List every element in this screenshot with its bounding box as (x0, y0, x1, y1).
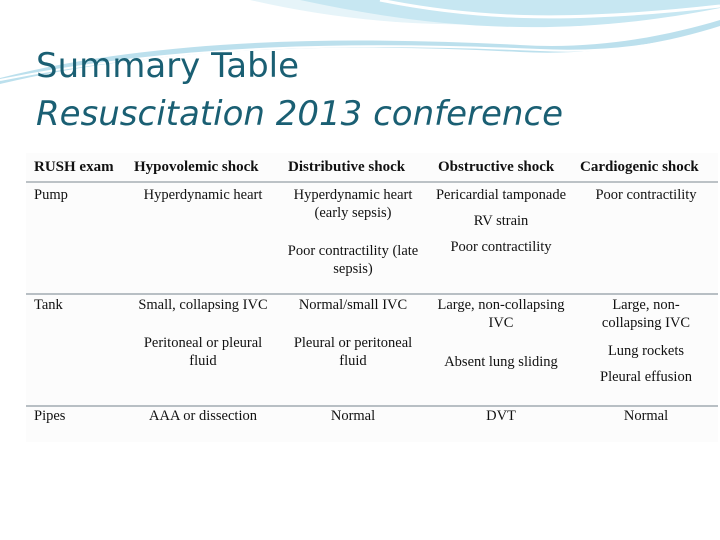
pump-hypovolemic: Hyperdynamic heart (143, 187, 263, 203)
tank-obstructive-lung-sliding: Absent lung sliding (444, 354, 558, 370)
row-label-tank: Tank (34, 297, 63, 313)
tank-cardiogenic-ivc: Large, non-collapsing IVC (601, 297, 691, 331)
header-distributive: Distributive shock (288, 159, 406, 175)
pipes-cardiogenic: Normal (623, 408, 669, 424)
pump-distributive-late: Poor contractility (late sepsis) (287, 243, 419, 277)
pipes-distributive: Normal (330, 408, 376, 424)
summary-table (26, 153, 718, 442)
pump-cardiogenic: Poor contractility (595, 187, 697, 203)
header-obstructive: Obstructive shock (438, 159, 555, 175)
row-label-pipes: Pipes (34, 408, 66, 424)
table-header-row (26, 153, 718, 183)
pipes-hypovolemic: AAA or dissection (149, 408, 257, 424)
row-label-pump: Pump (34, 187, 68, 203)
pipes-obstructive: DVT (486, 408, 516, 424)
row-separator (26, 293, 718, 295)
tank-hypovolemic-ivc: Small, collapsing IVC (138, 297, 268, 313)
tank-distributive-fluid: Pleural or peritoneal fluid (293, 335, 413, 369)
pump-distributive-early: Hyperdynamic heart (early sepsis) (293, 187, 413, 221)
tank-cardiogenic-effusion: Pleural effusion (600, 369, 692, 385)
slide-title: Summary Table (36, 46, 300, 86)
title-block (36, 44, 563, 140)
header-rush-exam: RUSH exam (34, 159, 114, 175)
header-hypovolemic: Hypovolemic shock (134, 159, 259, 175)
slide-subtitle: Resuscitation 2013 conference (36, 94, 564, 134)
tank-distributive-ivc: Normal/small IVC (298, 297, 408, 313)
tank-cardiogenic-lung-rockets: Lung rockets (607, 343, 685, 359)
pump-obstructive-tamponade: Pericardial tamponade (435, 187, 567, 203)
tank-obstructive-ivc: Large, non-collapsing IVC (437, 297, 565, 331)
header-cardiogenic: Cardiogenic shock (580, 159, 699, 175)
tank-hypovolemic-fluid: Peritoneal or pleural fluid (143, 335, 263, 369)
pump-obstructive-poor-contractility: Poor contractility (450, 239, 552, 255)
pump-obstructive-rv-strain: RV strain (473, 213, 529, 229)
